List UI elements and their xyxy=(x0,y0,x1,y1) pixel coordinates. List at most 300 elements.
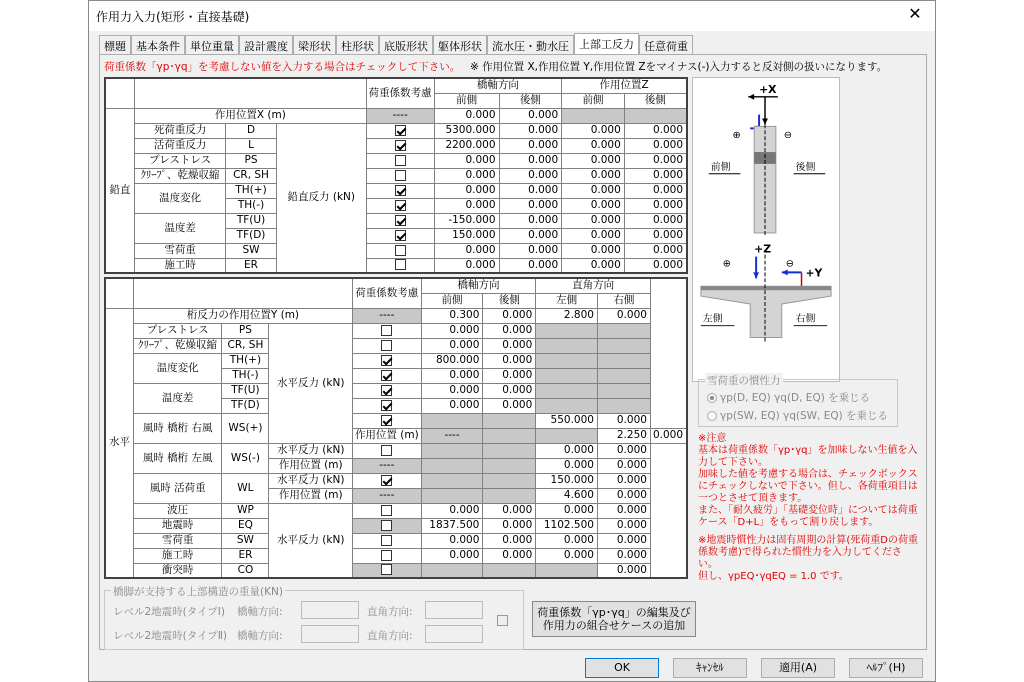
load-code: TF(U) xyxy=(226,213,277,228)
load-code: ER xyxy=(222,548,269,563)
table-cell xyxy=(352,518,421,533)
load-code: SW xyxy=(222,533,269,548)
load-name: 風時 橋桁 左風 xyxy=(133,443,221,473)
value-input[interactable]: 0.000 xyxy=(624,138,687,153)
load-code: WL xyxy=(222,473,269,503)
bridge-dir-label-2: 橋軸方向: xyxy=(237,630,283,642)
table-cell xyxy=(366,183,434,198)
tab-2[interactable]: 単位重量 xyxy=(185,35,239,54)
table-cell xyxy=(366,258,434,273)
value-input[interactable]: 2200.000 xyxy=(434,138,499,153)
value-input[interactable]: 0.000 xyxy=(434,243,499,258)
bridge-dir-label-1: 橋軸方向: xyxy=(237,606,283,618)
load-code: TH(+) xyxy=(222,353,269,368)
table-cell xyxy=(483,563,536,578)
tab-panel xyxy=(99,54,927,650)
load-factor-checkbox[interactable] xyxy=(381,475,392,486)
cancel-button[interactable]: ｷｬﾝｾﾙ xyxy=(673,658,747,678)
table-cell xyxy=(597,338,650,353)
load-factor-checkbox[interactable] xyxy=(395,125,406,136)
value-input[interactable]: 0.000 xyxy=(499,243,562,258)
table-cell xyxy=(366,138,434,153)
value-input[interactable]: 0.000 xyxy=(597,518,650,533)
table-cell xyxy=(536,398,598,413)
position-label: 作用位置 (m) xyxy=(352,428,421,443)
value-input[interactable]: 0.000 xyxy=(562,138,625,153)
table-cell xyxy=(366,198,434,213)
value-input[interactable]: 0.000 xyxy=(562,243,625,258)
load-name: 雪荷重 xyxy=(135,243,226,258)
value-input[interactable]: 0.000 xyxy=(597,443,650,458)
load-code: ER xyxy=(226,258,277,273)
pos-x-back-input[interactable]: 0.000 xyxy=(499,108,562,123)
position-input[interactable]: 0.000 xyxy=(597,488,650,503)
tab-5[interactable]: 柱形状 xyxy=(336,35,379,54)
perp-dir-header: 直角方向 xyxy=(536,278,651,293)
dash-cell: ---- xyxy=(366,108,434,123)
table-cell xyxy=(352,473,421,488)
value-input[interactable]: 0.000 xyxy=(562,183,625,198)
weight-legend: 橋脚が支持する上部構造の重量(KN) xyxy=(113,586,283,598)
table-cell xyxy=(536,383,598,398)
back-header: 後側 xyxy=(483,293,536,308)
load-factor-checkbox[interactable] xyxy=(381,550,392,561)
dialog-window xyxy=(88,0,936,682)
tab-0[interactable]: 標題 xyxy=(99,35,131,54)
value-input[interactable]: 150.000 xyxy=(434,228,499,243)
snow-option-2[interactable]: γp(SW, EQ) γq(SW, EQ) を乗じる xyxy=(707,408,888,423)
value-input[interactable]: 0.000 xyxy=(562,258,625,273)
back-header: 後側 xyxy=(499,93,562,108)
value-input[interactable]: -150.000 xyxy=(434,213,499,228)
table-cell xyxy=(562,108,625,123)
load-factor-checkbox[interactable] xyxy=(381,520,392,531)
value-input[interactable]: 0.000 xyxy=(536,443,598,458)
load-name: 温度変化 xyxy=(135,183,226,213)
superstructure-weight-group xyxy=(104,586,524,650)
load-code: TF(D) xyxy=(222,398,269,413)
value-input[interactable]: 0.000 xyxy=(499,198,562,213)
value-input[interactable]: 0.000 xyxy=(624,258,687,273)
weight-type1-perp-input[interactable] xyxy=(425,601,483,619)
load-code: WS(-) xyxy=(222,443,269,473)
table-cell xyxy=(536,338,598,353)
tab-8[interactable]: 流水圧・動水圧 xyxy=(487,35,574,54)
table-cell xyxy=(421,563,483,578)
load-factor-checkbox[interactable] xyxy=(381,400,392,411)
perp-dir-label-2: 直角方向: xyxy=(367,630,413,642)
level2-type1-label: レベル2地震時(タイプⅠ) xyxy=(113,606,225,618)
table-cell xyxy=(624,108,687,123)
table-cell xyxy=(366,243,434,258)
load-code: TH(-) xyxy=(222,368,269,383)
load-factor-checkbox[interactable] xyxy=(381,325,392,336)
load-factor-checkbox[interactable] xyxy=(395,155,406,166)
minus-sign-2: ⊖ xyxy=(785,258,794,270)
value-input[interactable]: 0.000 xyxy=(624,168,687,183)
help-button[interactable]: ﾍﾙﾌﾟ(H) xyxy=(849,658,923,678)
table-cell xyxy=(352,413,421,428)
value-input[interactable]: 0.000 xyxy=(421,548,483,563)
position-label: 作用位置 (m) xyxy=(269,458,352,473)
close-icon[interactable]: ✕ xyxy=(908,4,922,23)
caution-line: ※注意 xyxy=(698,433,727,444)
table-cell xyxy=(421,473,483,488)
plus-sign-2: ⊕ xyxy=(722,258,731,270)
edit-load-factor-button[interactable] xyxy=(532,601,696,637)
dash-cell: ---- xyxy=(352,488,421,503)
value-input[interactable]: 0.000 xyxy=(483,518,536,533)
table-cell xyxy=(597,398,650,413)
load-name: プレストレス xyxy=(135,153,226,168)
load-code: TF(U) xyxy=(222,383,269,398)
value-input[interactable]: 0.000 xyxy=(434,183,499,198)
table-cell xyxy=(352,368,421,383)
value-input[interactable]: 0.000 xyxy=(499,168,562,183)
horizontal-reaction-short: 水平反力 (kN) xyxy=(269,473,352,488)
value-input[interactable]: 0.000 xyxy=(483,548,536,563)
table-cell xyxy=(421,458,483,473)
edit-btn-line1: 荷重係数「γp･γq」の編集及び xyxy=(537,606,691,619)
load-code: CR, SH xyxy=(226,168,277,183)
load-name: ｸﾘｰﾌﾟ、乾燥収縮 xyxy=(133,338,221,353)
value-input[interactable]: 0.000 xyxy=(499,183,562,198)
value-input[interactable]: 550.000 xyxy=(536,413,598,428)
tab-3[interactable]: 設計震度 xyxy=(239,35,293,54)
pos-y-input[interactable]: 0.000 xyxy=(483,308,536,323)
value-input[interactable]: 0.000 xyxy=(562,228,625,243)
table-cell xyxy=(133,278,352,308)
value-input[interactable]: 800.000 xyxy=(421,353,483,368)
tab-9[interactable]: 上部工反力 xyxy=(574,33,639,54)
dash-cell: ---- xyxy=(421,428,483,443)
table-cell xyxy=(366,228,434,243)
value-input[interactable]: 1102.500 xyxy=(536,518,598,533)
load-code: TF(D) xyxy=(226,228,277,243)
weight-type2-perp-input[interactable] xyxy=(425,625,483,643)
table-cell xyxy=(483,413,536,428)
position-note: ※ 作用位置 X,作用位置 Y,作用位置 Zをマイナス(-)入力すると反対側の扱いになります。 xyxy=(470,61,888,73)
table-cell xyxy=(352,533,421,548)
tab-bar xyxy=(99,34,693,54)
table-cell xyxy=(352,383,421,398)
load-factor-checkbox[interactable] xyxy=(381,415,392,426)
value-input[interactable]: 0.000 xyxy=(483,503,536,518)
load-name: 死荷重反力 xyxy=(135,123,226,138)
table-cell xyxy=(421,413,483,428)
value-input[interactable]: 0.000 xyxy=(483,323,536,338)
value-input[interactable]: 0.000 xyxy=(597,473,650,488)
load-factor-checkbox[interactable] xyxy=(381,505,392,516)
value-input[interactable]: 0.000 xyxy=(499,123,562,138)
load-name: 温度差 xyxy=(133,383,221,413)
value-input[interactable]: 0.000 xyxy=(624,123,687,138)
value-input[interactable]: 0.000 xyxy=(597,533,650,548)
load-factor-checkbox[interactable] xyxy=(395,230,406,241)
load-code: PS xyxy=(222,323,269,338)
load-name: 雪荷重 xyxy=(133,533,221,548)
value-input[interactable]: 0.000 xyxy=(499,153,562,168)
table-cell xyxy=(483,473,536,488)
value-input[interactable]: 0.000 xyxy=(499,138,562,153)
load-name: 施工時 xyxy=(133,548,221,563)
vertical-reaction-label: 鉛直反力 (kN) xyxy=(276,123,366,273)
load-code: TH(-) xyxy=(226,198,277,213)
table-cell xyxy=(352,503,421,518)
load-code: EQ xyxy=(222,518,269,533)
value-input[interactable]: 0.000 xyxy=(536,548,598,563)
load-factor-checkbox[interactable] xyxy=(381,564,392,575)
load-code: WP xyxy=(222,503,269,518)
load-factor-checkbox[interactable] xyxy=(381,340,392,351)
table-cell xyxy=(352,323,421,338)
edit-btn-line2: 作用力の組合せケースの追加 xyxy=(542,619,686,632)
plus-x-label: +X xyxy=(759,82,777,96)
table-cell xyxy=(352,563,421,578)
load-name: 波圧 xyxy=(133,503,221,518)
load-factor-checkbox[interactable] xyxy=(395,185,406,196)
load-factor-checkbox[interactable] xyxy=(395,200,406,211)
load-name: ｸﾘｰﾌﾟ、乾燥収縮 xyxy=(135,168,226,183)
caution-line: 加味した値を考慮する場合は、チェックボックスにチェックしないで下さい。但し、各荷重項目は一つとさせて頂きます。 xyxy=(698,469,918,504)
radio-icon xyxy=(707,393,717,403)
snow-inertia-group xyxy=(698,375,898,427)
value-input[interactable]: 0.000 xyxy=(499,213,562,228)
load-name: 風時 橋桁 右風 xyxy=(133,413,221,443)
weight-type2-bridge-input[interactable] xyxy=(301,625,359,643)
load-code: SW xyxy=(226,243,277,258)
pos-z-header: 作用位置Z xyxy=(562,78,687,93)
value-input[interactable]: 0.000 xyxy=(483,368,536,383)
right-label: 右側 xyxy=(795,313,816,325)
table-cell xyxy=(366,168,434,183)
table-cell xyxy=(536,428,598,443)
pos-y-input[interactable]: 2.800 xyxy=(536,308,598,323)
table-cell xyxy=(597,368,650,383)
value-input[interactable]: 0.000 xyxy=(421,533,483,548)
load-factor-header: 荷重係数考慮 xyxy=(366,78,434,108)
value-input[interactable]: 0.000 xyxy=(597,563,650,578)
table-cell xyxy=(366,213,434,228)
tab-1[interactable]: 基本条件 xyxy=(131,35,185,54)
back-header-z: 後側 xyxy=(624,93,687,108)
left-header: 左側 xyxy=(536,293,598,308)
value-input[interactable]: 0.000 xyxy=(624,198,687,213)
right-header: 右側 xyxy=(597,293,650,308)
value-input[interactable]: 0.000 xyxy=(499,258,562,273)
table-cell xyxy=(597,383,650,398)
load-factor-checkbox[interactable] xyxy=(395,259,406,270)
caution-line: また、「耐久疲労」「基礎変位時」については荷重ケース「D+L」をもって割り戻します。 xyxy=(698,505,918,528)
load-factor-checkbox[interactable] xyxy=(395,140,406,151)
dash-cell: ---- xyxy=(352,308,421,323)
value-input[interactable]: 0.000 xyxy=(624,243,687,258)
tab-4[interactable]: 梁形状 xyxy=(293,35,336,54)
value-input[interactable]: 0.000 xyxy=(597,548,650,563)
tab-7[interactable]: 躯体形状 xyxy=(433,35,487,54)
position-input[interactable]: 0.000 xyxy=(650,428,687,443)
table-cell xyxy=(366,153,434,168)
table-cell xyxy=(536,323,598,338)
load-factor-checkbox[interactable] xyxy=(381,385,392,396)
bridge-dir-header: 橋軸方向 xyxy=(421,278,536,293)
apply-button[interactable]: 適用(A) xyxy=(761,658,835,678)
load-factor-checkbox[interactable] xyxy=(381,535,392,546)
pos-y-input[interactable]: 0.300 xyxy=(421,308,483,323)
load-factor-checkbox[interactable] xyxy=(395,170,406,181)
tab-6[interactable]: 底版形状 xyxy=(379,35,433,54)
front-header: 前側 xyxy=(434,93,499,108)
title-bar xyxy=(89,1,935,31)
value-input[interactable]: 0.000 xyxy=(597,503,650,518)
value-input[interactable]: 0.000 xyxy=(483,383,536,398)
horizontal-reaction-table xyxy=(104,277,688,579)
caution-line: 但し、γpEQ･γqEQ = 1.0 です。 xyxy=(698,571,849,582)
table-cell xyxy=(421,488,483,503)
value-input[interactable]: 0.000 xyxy=(434,198,499,213)
minus-sign: ⊖ xyxy=(783,130,793,142)
load-name: 温度変化 xyxy=(133,353,221,383)
value-input[interactable]: 0.000 xyxy=(421,368,483,383)
load-factor-checkbox[interactable] xyxy=(395,245,406,256)
value-input[interactable]: 0.000 xyxy=(434,168,499,183)
load-factor-checkbox[interactable] xyxy=(381,370,392,381)
load-code: CR, SH xyxy=(222,338,269,353)
load-factor-checkbox[interactable] xyxy=(395,215,406,226)
value-input[interactable]: 0.000 xyxy=(624,183,687,198)
value-input[interactable]: 0.000 xyxy=(562,168,625,183)
value-input[interactable]: 5300.000 xyxy=(434,123,499,138)
load-name: プレストレス xyxy=(133,323,221,338)
bridge-dir-header: 橋軸方向 xyxy=(434,78,561,93)
table-cell xyxy=(483,488,536,503)
weight-type1-bridge-input[interactable] xyxy=(301,601,359,619)
load-factor-checkbox[interactable] xyxy=(381,355,392,366)
table-cell xyxy=(536,353,598,368)
value-input[interactable]: 1837.500 xyxy=(421,518,483,533)
load-factor-note: 荷重係数「γp･γq」を考慮しない値を入力する場合はチェックして下さい。 xyxy=(104,61,461,73)
position-input[interactable]: 2.250 xyxy=(597,428,650,443)
table-cell xyxy=(105,78,135,108)
load-name: 温度差 xyxy=(135,213,226,243)
table-cell xyxy=(366,123,434,138)
value-input[interactable]: 0.000 xyxy=(421,383,483,398)
pos-y-input[interactable]: 0.000 xyxy=(597,308,650,323)
ok-button[interactable]: OK xyxy=(585,658,659,678)
position-input[interactable]: 0.000 xyxy=(597,458,650,473)
tab-10[interactable]: 任意荷重 xyxy=(639,35,693,54)
back-label: 後側 xyxy=(795,161,816,173)
table-cell xyxy=(536,368,598,383)
horizontal-reaction-label-2: 水平反力 (kN) xyxy=(269,503,352,578)
value-input[interactable]: 0.000 xyxy=(483,353,536,368)
table-cell xyxy=(483,458,536,473)
value-input[interactable]: 0.000 xyxy=(434,258,499,273)
value-input[interactable]: 0.000 xyxy=(421,503,483,518)
value-input[interactable]: 0.000 xyxy=(421,323,483,338)
value-input[interactable]: 0.000 xyxy=(483,338,536,353)
front-header: 前側 xyxy=(421,293,483,308)
value-input[interactable]: 0.000 xyxy=(536,533,598,548)
weight-checkbox[interactable] xyxy=(497,615,508,626)
load-factor-header: 荷重係数考慮 xyxy=(352,278,421,308)
value-input[interactable]: 0.000 xyxy=(483,398,536,413)
load-name: 活荷重反力 xyxy=(135,138,226,153)
reaction-diagram xyxy=(692,77,840,382)
load-name: 衝突時 xyxy=(133,563,221,578)
load-code: CO xyxy=(222,563,269,578)
front-header-z: 前側 xyxy=(562,93,625,108)
load-code: D xyxy=(226,123,277,138)
front-label: 前側 xyxy=(710,161,731,173)
load-name: 風時 活荷重 xyxy=(133,473,221,503)
window-title: 作用力入力(矩形・直接基礎) xyxy=(96,10,250,24)
table-cell xyxy=(483,428,536,443)
value-input[interactable]: 0.000 xyxy=(483,533,536,548)
table-cell xyxy=(352,398,421,413)
value-input[interactable]: 0.000 xyxy=(624,228,687,243)
value-input[interactable]: 0.000 xyxy=(421,398,483,413)
snow-inertia-legend: 雪荷重の慣性力 xyxy=(707,375,781,387)
caution-line: ※地震時慣性力は固有周期の計算(死荷重Dの荷重係数考慮)で得られた慣性力を入力してください。 xyxy=(698,535,918,570)
vertical-reaction-table xyxy=(104,77,688,274)
value-input[interactable]: 0.000 xyxy=(562,153,625,168)
level2-type2-label: レベル2地震時(タイプⅡ) xyxy=(113,630,228,642)
horizontal-group-label: 水平 xyxy=(105,308,133,578)
plus-y-label: +Y xyxy=(805,266,823,280)
value-input[interactable]: 0.000 xyxy=(499,228,562,243)
table-cell xyxy=(536,563,598,578)
table-cell xyxy=(421,443,483,458)
load-factor-checkbox[interactable] xyxy=(381,445,392,456)
perp-dir-label-1: 直角方向: xyxy=(367,606,413,618)
radio-icon xyxy=(707,411,717,421)
table-cell xyxy=(597,323,650,338)
value-input[interactable]: 0.000 xyxy=(624,153,687,168)
value-input[interactable]: 0.000 xyxy=(421,338,483,353)
position-input[interactable]: 0.000 xyxy=(536,458,598,473)
value-input[interactable]: 0.000 xyxy=(562,198,625,213)
load-name: 地震時 xyxy=(133,518,221,533)
position-input[interactable]: 4.600 xyxy=(536,488,598,503)
caution-note xyxy=(698,433,918,583)
table-cell xyxy=(105,278,133,308)
value-input[interactable]: 0.000 xyxy=(536,503,598,518)
plus-sign: ⊕ xyxy=(732,130,741,142)
pos-x-front-input[interactable]: 0.000 xyxy=(434,108,499,123)
table-cell xyxy=(352,353,421,368)
load-code: L xyxy=(226,138,277,153)
load-code: PS xyxy=(226,153,277,168)
load-code: TH(+) xyxy=(226,183,277,198)
table-cell xyxy=(352,443,421,458)
value-input[interactable]: 0.000 xyxy=(434,153,499,168)
vertical-group-label: 鉛直 xyxy=(105,108,135,273)
table-cell xyxy=(135,78,367,108)
value-input[interactable]: 0.000 xyxy=(624,213,687,228)
table-cell xyxy=(352,338,421,353)
snow-option-1[interactable]: γp(D, EQ) γq(D, EQ) を乗じる xyxy=(707,390,870,405)
value-input[interactable]: 0.000 xyxy=(562,213,625,228)
value-input[interactable]: 0.000 xyxy=(562,123,625,138)
value-input[interactable]: 0.000 xyxy=(597,413,650,428)
position-label: 作用位置 (m) xyxy=(269,488,352,503)
value-input[interactable]: 150.000 xyxy=(536,473,598,488)
load-name: 施工時 xyxy=(135,258,226,273)
load-code: WS(+) xyxy=(222,413,269,443)
dash-cell: ---- xyxy=(352,458,421,473)
table-cell xyxy=(352,548,421,563)
